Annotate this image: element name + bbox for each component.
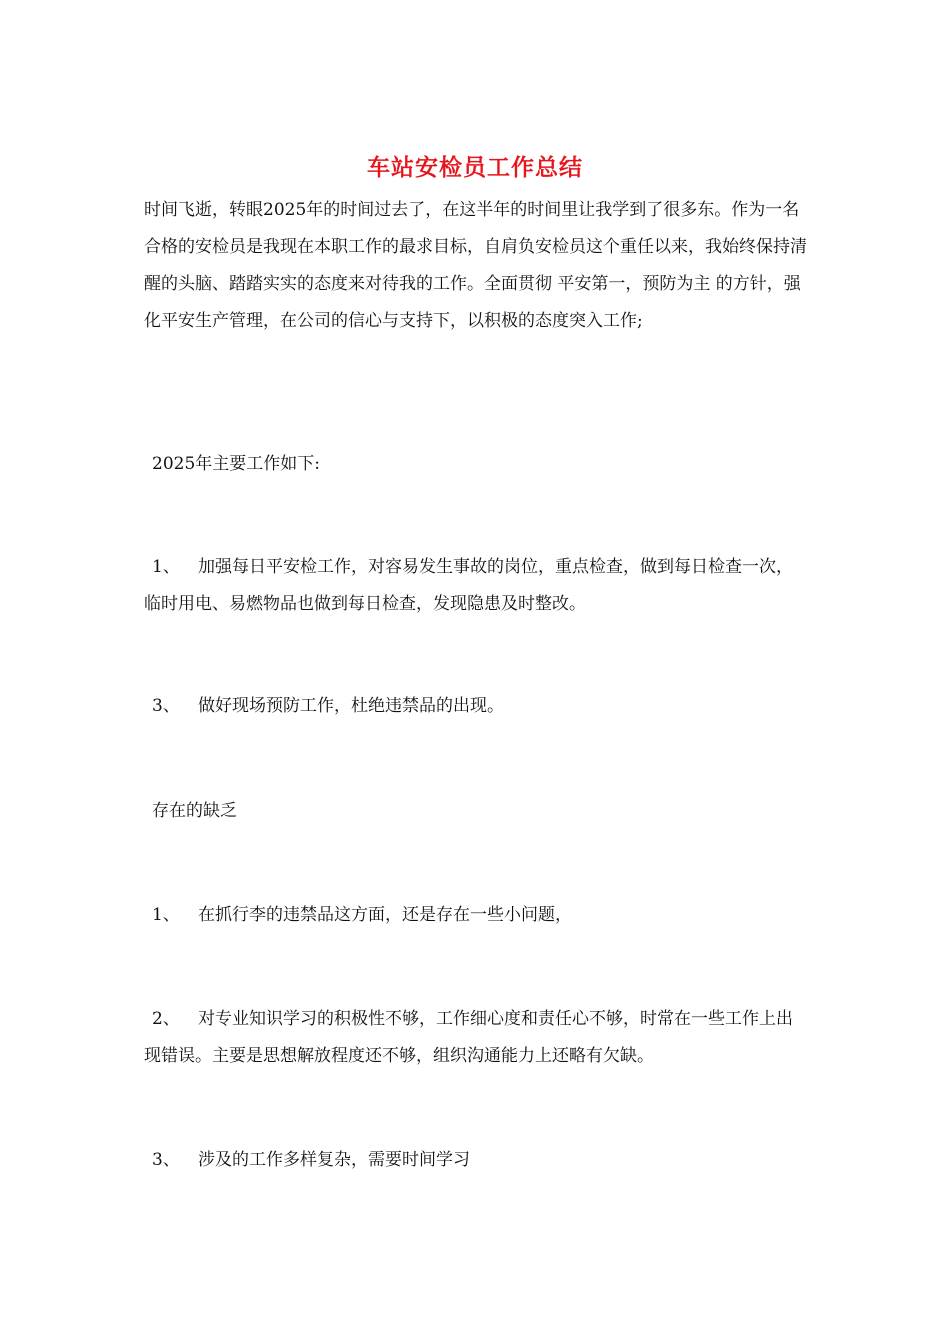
item-number: 3、 — [152, 696, 180, 716]
intro-paragraph: 时间飞逝，转眼2025年的时间过去了，在这半年的时间里让我学到了很多东。作为一名合格的安检员是我现在本职工作的最求目标，自肩负安检员这个重任以来，我始终保持清醒的头脑、踏踏实实的态度来对待我的工作。全面贯彻 平安第一，预防为主 的方针，强化平安生产管理，在公司的信心与支持下，以积极的态度突入工作; — [144, 200, 807, 331]
item-text: 在抓行李的违禁品这方面，还是存在一些小问题， — [198, 905, 572, 925]
item-text: 做好现场预防工作，杜绝违禁品的出现。 — [198, 696, 504, 716]
work-heading: 2025年主要工作如下: — [152, 454, 320, 474]
shortcomings-heading: 存在的缺乏 — [152, 801, 237, 821]
item-number: 2、 — [152, 1009, 180, 1029]
shortcoming-item — [144, 897, 809, 934]
work-item — [144, 549, 809, 623]
shortcoming-item — [144, 1001, 809, 1075]
item-text: 加强每日平安检工作，对容易发生事故的岗位，重点检查，做到每日检查一次，临时用电、易燃物品也做到每日检查，发现隐患及时整改。 — [144, 557, 793, 614]
item-text: 涉及的工作多样复杂，需要时间学习 — [198, 1150, 470, 1170]
item-number: 3、 — [152, 1150, 180, 1170]
item-number: 1、 — [152, 557, 180, 577]
item-number: 1、 — [152, 905, 180, 925]
work-item — [144, 688, 809, 725]
document-title: 车站安检员工作总结 — [367, 154, 583, 181]
shortcoming-item — [144, 1142, 809, 1179]
item-text: 对专业知识学习的积极性不够，工作细心度和责任心不够，时常在一些工作上出现错误。主要是思想解放程度还不够，组织沟通能力上还略有欠缺。 — [144, 1009, 793, 1066]
